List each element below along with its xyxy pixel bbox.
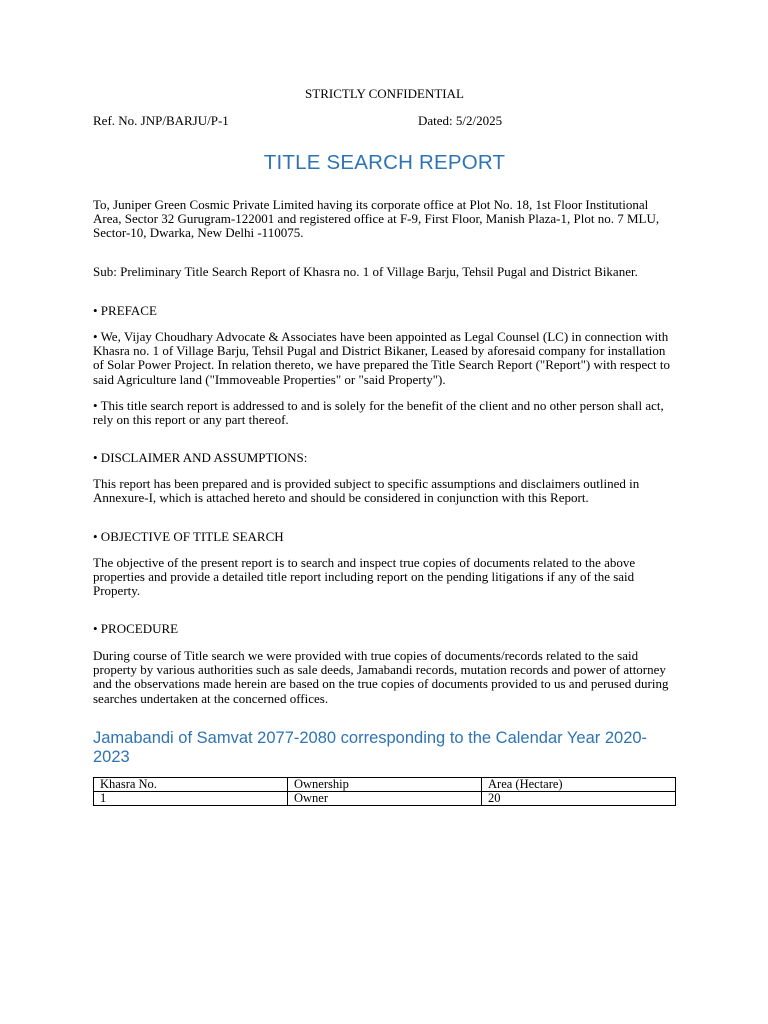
cell-khasra-no: 1 <box>94 792 288 806</box>
column-header-khasra-no: Khasra No. <box>94 778 288 792</box>
procedure-heading: • PROCEDURE <box>93 621 179 636</box>
disclaimer-heading: • DISCLAIMER AND ASSUMPTIONS: <box>93 450 308 465</box>
preface-paragraph-1: • We, Vijay Choudhary Advocate & Associates have been appointed as Legal Counsel (LC) in connection with Khasra no. 1 of Village Barju, Tehsil Pugal and District Bikaner, Leased by aforesaid company for installation of Solar Power Project. In relation thereto, we have prepared the Title Search Report ("Report") with respect to said Agriculture land ("Immoveable Properties" or "said Property"). <box>93 329 671 387</box>
document-date: Dated: 5/2/2025 <box>418 113 503 128</box>
cell-ownership: Owner <box>288 792 482 806</box>
objective-paragraph: The objective of the present report is to search and inspect true copies of documents related to the above properties and provide a detailed title report including report on the pending litigations if any of the said Property. <box>93 555 636 599</box>
preface-heading: • PREFACE <box>93 303 157 318</box>
table-row <box>94 792 676 806</box>
disclaimer-paragraph: This report has been prepared and is provided subject to specific assumptions and disclaimers outlined in Annexure-I, which is attached hereto and should be considered in conjunction with this Report. <box>93 476 640 506</box>
preface-paragraph-2: • This title search report is addressed to and is solely for the benefit of the client and no other person shall act, rely on this report or any part thereof. <box>93 398 664 428</box>
addressee-paragraph: To, Juniper Green Cosmic Private Limited having its corporate office at Plot No. 18, 1st Floor Institutional Area, Sector 32 Gurugram-122001 and registered office at F-9, First Floor, Manish Plaza-1, Plot no. 7 MLU, Sector-10, Dwarka, New Delhi -110075. <box>93 197 660 241</box>
objective-heading: • OBJECTIVE OF TITLE SEARCH <box>93 529 284 544</box>
page-title: TITLE SEARCH REPORT <box>263 151 506 174</box>
cell-area: 20 <box>482 792 676 806</box>
subject-line: Sub: Preliminary Title Search Report of Khasra no. 1 of Village Barju, Tehsil Pugal and District Bikaner. <box>93 264 638 279</box>
column-header-ownership: Ownership <box>288 778 482 792</box>
jamabandi-table <box>93 777 676 806</box>
confidential-label: STRICTLY CONFIDENTIAL <box>305 86 464 101</box>
column-header-area: Area (Hectare) <box>482 778 676 792</box>
procedure-paragraph: During course of Title search we were provided with true copies of documents/records related to the said property by various authorities such as sale deeds, Jamabandi records, mutation records and power of attorney and the observations made herein are based on the true copies of documents provided to us and perused during searches undertaken at the concerned offices. <box>93 648 669 706</box>
reference-number: Ref. No. JNP/BARJU/P-1 <box>93 113 229 128</box>
jamabandi-heading: Jamabandi of Samvat 2077-2080 corresponding to the Calendar Year 2020-2023 <box>93 729 648 766</box>
table-header-row <box>94 778 676 792</box>
